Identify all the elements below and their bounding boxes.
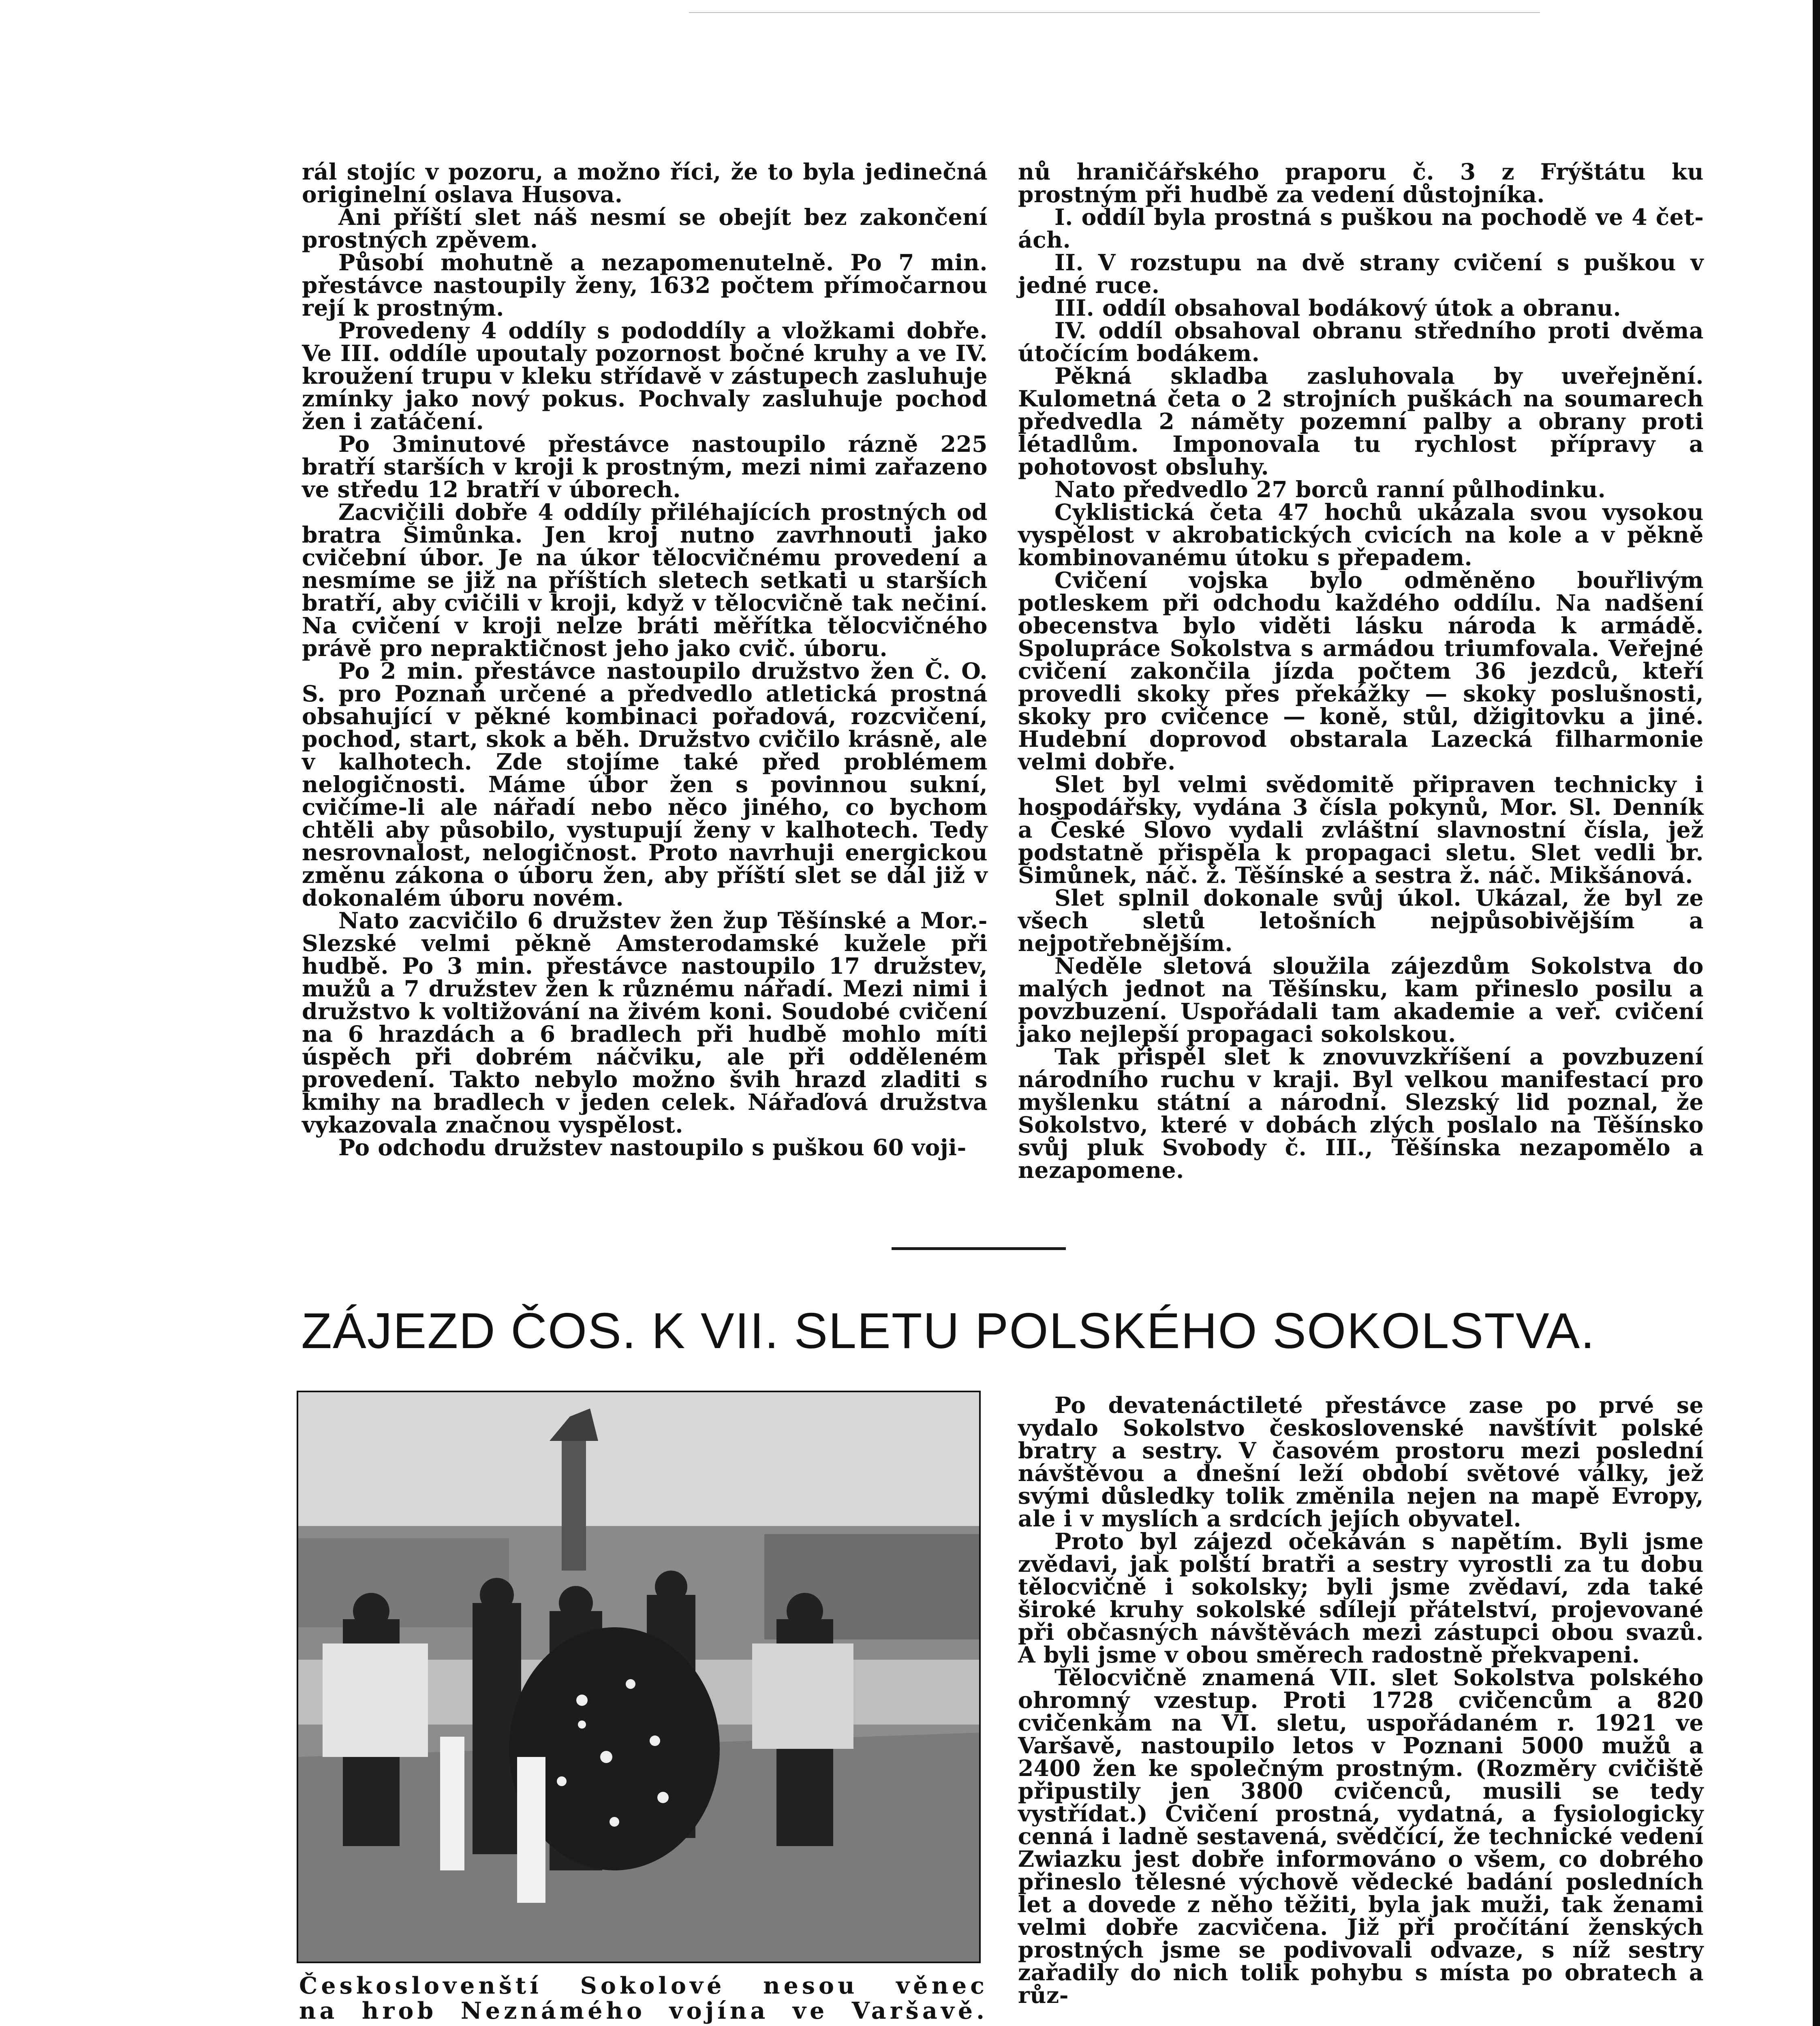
paragraph: Po 2 min. přestávce nastoupilo družstvo žen Č. O. S. pro Poznaň určené a předvedlo atletická prostná obsahující v pěkné kombinaci pořadová, rozcvičení, pochod, start, skok a běh. Družstvo cvičilo krásně, ale v kalhotech. Zde stojíme také před problémem nelogičnosti. Máme úbor žen s povinnou sukní, cvičíme-li ale nářadí nebo něco jiného, co bychom chtěli aby působilo, vystupují ženy v kalhotech. Tedy nesrovnalost, nelogičnost. Proto navrhuji energickou změnu zákona o úboru žen, aby příští slet se dál již v dokonalém úboru novém.: [302, 658, 988, 911]
paragraph: Po 3minutové přestávce nastoupilo rázně 225 bratří starších v kroji k prostným, mezi nimi zařazeno ve středu 12 bratří v úborech.: [302, 431, 988, 502]
paragraph: II. V rozstupu na dvě strany cvičení s puškou v jedné ruce.: [1018, 249, 1704, 298]
paragraph: I. oddíl byla prostná s puškou na pochodě ve 4 četách.: [1018, 204, 1704, 253]
photo-caption: [299, 1973, 988, 2024]
paragraph: Tak přispěl slet k znovuvzkříšení a povzbuzení národního ruchu v kraji. Byl velkou manifestací pro myšlenku státní a národní. Slezský lid poznal, že Sokolstvo, které v dobách zlých poslalo na Těšínsko svůj pluk Svobody č. III., Těšínska nezapomělo a nezapomene.: [1018, 1043, 1704, 1183]
caption-line: na hrob Neznámého vojína ve Varšavě.: [299, 1997, 988, 2024]
caption-line: Českoslovenští Sokolové nesou věnec: [299, 1972, 988, 1999]
paragraph: Cvičení vojska bylo odměněno bouřlivým potleskem při odchodu každého oddílu. Na nadšení obecenstva bylo viděti lásku národa k armádě. Spolupráce Sokolstva s armádou triumfovala. Veřejné cvičení zakončila jízda počtem 36 jezdců, kteří provedli skoky přes překážky — skoky poslušnosti, skoky pro cvičence — koně, stůl, džigitovku a jiné. Hudební doprovod obstarala Lazecká filharmonie velmi dobře.: [1018, 567, 1704, 775]
scan-edge: [1813, 0, 1820, 2026]
paragraph: Po odchodu družstev nastoupilo s puškou 60 voji-: [338, 1134, 967, 1160]
section-divider: [892, 1247, 1066, 1250]
paragraph: nů hraničářského praporu č. 3 z Frýštátu ku prostným při hudbě za vedení důstojníka.: [1018, 158, 1704, 207]
paragraph: rál stojíc v pozoru, a možno říci, že to byla jedinečná originelní oslava Husova.: [302, 158, 988, 207]
paragraph: Nato předvedlo 27 borců ranní půlhodinku.: [1054, 476, 1606, 502]
paragraph: Ani příští slet náš nesmí se obejít bez zakončení prostných zpěvem.: [302, 204, 988, 253]
paragraph: Pěkná skladba zasluhovala by uveřejnění. Kulometná četa o 2 strojních puškách na soumarech předvedla 2 náměty pozemní palby a obrany proti létadlům. Imponovala tu rychlost přípravy a pohotovost obsluhy.: [1018, 363, 1704, 480]
paragraph: Tělocvičně znamená VII. slet Sokolstva polského ohromný vzestup. Proti 1728 cvičencům a 820 cvičenkám na VI. sletu, uspořádaném r. 1921 ve Varšavě, nastoupilo letos v Poznani 5000 mužů a 2400 žen ke společným prostným. (Rozměry cvičiště připustily jen 3800 cvičenců, musili se tedy vystřídat.) Cvičení prostná, vydatná, a fysiologicky cenná i ladně sestavená, svědčící, že technické vedení Zwiazku jest dobře informováno o všem, co dobrého přineslo tělesné výchově vědecké badání posledních let a dovede z něho těžiti, byla jak muži, tak ženami velmi dobře zacvičena. Již při pročítání ženských prostných jsme se podivovali odvaze, s níž sestry zařadily do nich tolik pohybu s místa po obratech a růz-: [1018, 1664, 1704, 2008]
paragraph: IV. oddíl obsahoval obranu středního proti dvěma útočícím bodákem.: [1018, 317, 1704, 366]
paragraph: Provedeny 4 oddíly s pododdíly a vložkami dobře. Ve III. oddíle upoutaly pozornost bočné kruhy a ve IV. kroužení trupu v kleku střídavě v zástupech zasluhuje zmínky jako nový pokus. Pochvaly zasluhuje pochod žen i zatáčení.: [302, 317, 988, 434]
article1-column-right: [1018, 160, 1704, 1182]
article-photo: [297, 1391, 981, 1963]
paragraph: Po devatenáctileté přestávce zase po prvé se vydalo Sokolstvo československé navštívit polské bratry a sestry. V časovém prostoru mezi poslední návštěvou a dnešní leží období světové války, jež svými důsledky tolik změnila nejen na mapě Evropy, ale i v myslích a srdcích jejích obyvatel.: [1018, 1392, 1704, 1532]
paragraph: Neděle sletová sloužila zájezdům Sokolstva do malých jednot na Těšínsku, kam přineslo posilu a povzbuzení. Uspořádali tam akademie a veř. cvičení jako nejlepší propagaci sokolskou.: [1018, 953, 1704, 1047]
scan-mark: [689, 12, 1540, 13]
paragraph: Slet splnil dokonale svůj úkol. Ukázal, že byl ze všech sletů letošních nejpůsobivějším a nejpotřebnějším.: [1018, 885, 1704, 956]
paragraph: Působí mohutně a nezapomenutelně. Po 7 min. přestávce nastoupily ženy, 1632 počtem přímočarnou rejí k prostným.: [302, 249, 988, 321]
paragraph: Nato zacvičilo 6 družstev žen žup Těšínské a Mor.-Slezské velmi pěkně Amsterodamské kužele při hudbě. Po 3 min. přestávce nastoupilo 17 družstev, mužů a 7 družstev žen k různému nářadí. Mezi nimi i družstvo k voltižování na živém koni. Soudobé cvičení na 6 hrazdách a 6 bradlech při hudbě mohlo míti úspěch při dobrém náčviku, ale při odděleném provedení. Takto nebylo možno švih hrazd zladiti s kmihy na bradlech v jeden celek. Nářaďová družstva vykazovala značnou vyspělost.: [302, 907, 988, 1138]
paragraph: Proto byl zájezd očekáván s napětím. Byli jsme zvědavi, jak polští bratři a sestry vyrostli za tu dobu tělocvičně i sokolsky; byli jsme zvědaví, zda také široké kruhy sokolské sdílejí přátelství, projevované při občasných návštěvách mezi zástupci obou svazů. A byli jsme v obou směrech radostně překvapeni.: [1018, 1528, 1704, 1668]
paragraph: Slet byl velmi svědomitě připraven technicky i hospodářsky, vydána 3 čísla pokynů, Mor. Sl. Denník a České Slovo vydali zvláštní slavnostní čísla, jež podstatně přispěla k propagaci sletu. Slet vedli br. Šimůnek, náč. ž. Těšínské a sestra ž. náč. Mikšánová.: [1018, 771, 1704, 888]
article2-column: [1018, 1394, 1704, 2007]
article-headline: ZÁJEZD ČOS. K VII. SLETU POLSKÉHO SOKOLSTVA.: [301, 1303, 1595, 1359]
article1-column-left: [302, 160, 988, 1159]
paragraph: III. oddíl obsahoval bodákový útok a obranu.: [1054, 295, 1621, 321]
paragraph: Zacvičili dobře 4 oddíly přiléhajících prostných od bratra Šimůnka. Jen kroj nutno zavrhnouti jako cvičební úbor. Je na úkor tělocvičnému provedení a nesmíme se již na příštích sletech setkati u starších bratří, aby cvičili v kroji, když v tělocvičně tak nečiní. Na cvičení v kroji nelze bráti měřítka tělocvičného právě pro nepraktičnost jeho jako cvič. úboru.: [302, 499, 988, 661]
photo-illustration: [298, 1392, 979, 1962]
paragraph: Cyklistická četa 47 hochů ukázala svou vysokou vyspělost v akrobatických cvicích na kole a v pěkně kombinovanému útoku s přepadem.: [1018, 499, 1704, 571]
